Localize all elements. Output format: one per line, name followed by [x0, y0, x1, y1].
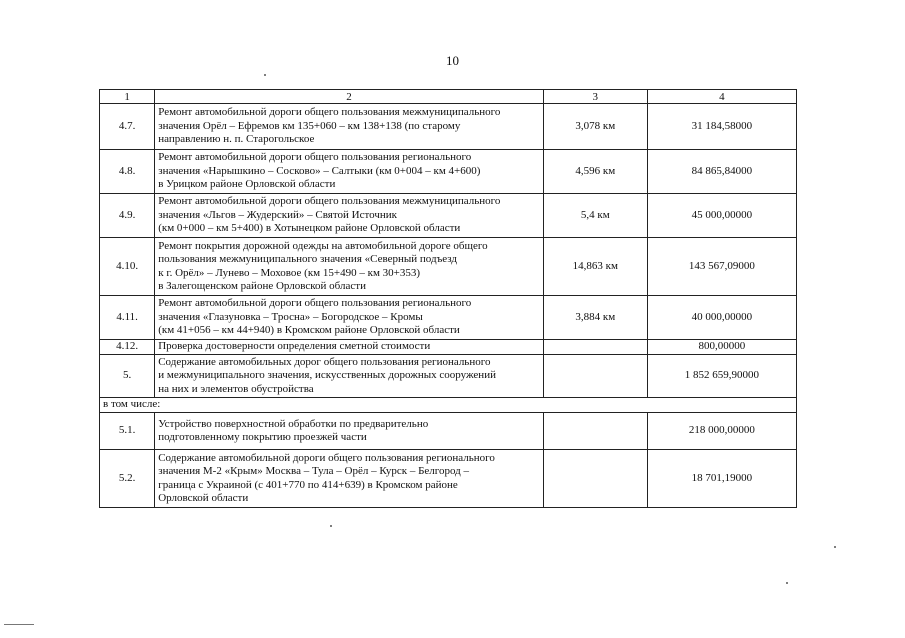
description-line: на них и элементов обустройства [158, 382, 314, 395]
description-line: Устройство поверхностной обработки по предварительно [158, 417, 429, 430]
description-line: Ремонт покрытия дорожной одежды на автомобильной дороге общего [158, 239, 488, 252]
cell-item-number: 5. [100, 355, 155, 398]
cell-amount: 800,00000 [647, 340, 796, 355]
cell-length: 5,4 км [543, 194, 647, 238]
cell-item-description [155, 194, 544, 238]
cell-item-description [155, 340, 544, 355]
cell-amount: 40 000,00000 [647, 296, 796, 340]
cell-item-number: 4.8. [100, 150, 155, 194]
cell-item-description [155, 104, 544, 150]
description-line: (км 41+056 – км 44+940) в Кромском районе Орловской области [158, 324, 460, 337]
header-col-2: 2 [155, 90, 544, 104]
cell-amount: 218 000,00000 [647, 413, 796, 450]
table-row [100, 450, 797, 508]
cell-amount: 18 701,19000 [647, 450, 796, 508]
description-line: в Урицком районе Орловской области [158, 178, 336, 191]
table-row [100, 355, 797, 398]
scan-speck [264, 74, 266, 76]
table-row [100, 104, 797, 150]
cell-item-number: 4.9. [100, 194, 155, 238]
cell-item-number: 5.1. [100, 413, 155, 450]
cell-amount: 143 567,09000 [647, 238, 796, 296]
cell-item-description [155, 238, 544, 296]
scan-speck [330, 525, 332, 527]
table-row [100, 296, 797, 340]
table-body [100, 104, 797, 508]
cell-length [543, 450, 647, 508]
page-number: 10 [446, 53, 459, 68]
table-row [100, 398, 797, 413]
scan-speck [834, 546, 836, 548]
scan-mark [4, 624, 34, 625]
description-line: (км 0+000 – км 5+400) в Хотынецком районе Орловской области [158, 222, 461, 235]
description-line: Ремонт автомобильной дороги общего пользования межмуниципального [158, 106, 501, 119]
description-line: Ремонт автомобильной дороги общего пользования регионального [158, 297, 472, 310]
cell-length [543, 355, 647, 398]
cell-amount: 31 184,58000 [647, 104, 796, 150]
table-row [100, 413, 797, 450]
description-line: значения «Нарышкино – Сосково» – Салтыки (км 0+004 – км 4+600) [158, 164, 481, 177]
description-line: к г. Орёл» – Лунево – Моховое (км 15+490 – км 30+353) [158, 266, 421, 279]
description-line: в Залегощенском районе Орловской области [158, 280, 366, 292]
description-line: Содержание автомобильной дороги общего пользования регионального [158, 451, 495, 464]
table-row [100, 238, 797, 296]
description-line: граница с Украиной (с 401+770 по 414+639) в Кромском районе [158, 478, 458, 491]
description-line: значения Орёл – Ефремов км 135+060 – км 138+138 (по старому [158, 119, 461, 132]
description-line: подготовленному покрытию проезжей части [158, 431, 367, 443]
cell-item-description [155, 296, 544, 340]
description-line: значения «Глазуновка – Тросна» – Богородское – Кромы [158, 310, 423, 323]
cell-item-description [155, 355, 544, 398]
header-col-4: 4 [647, 90, 796, 104]
budget-table [99, 89, 797, 508]
description-line: и межмуниципального значения, искусственных дорожных сооружений [158, 369, 496, 382]
description-line: Проверка достоверности определения сметной стоимости [158, 340, 431, 353]
description-line: Орловской области [158, 492, 249, 504]
description-line: направлению н. п. Старогольское [158, 133, 315, 146]
cell-item-number: 4.7. [100, 104, 155, 150]
description-line: Содержание автомобильных дорог общего пользования регионального [158, 355, 491, 368]
cell-amount: 1 852 659,90000 [647, 355, 796, 398]
description-line: значения «Льгов – Жудерский» – Святой Источник [158, 208, 398, 221]
cell-item-number: 4.12. [100, 340, 155, 355]
description-line: пользования межмуниципального значения «Северный подъезд [158, 253, 458, 265]
table-header-row [100, 90, 797, 104]
cell-item-number: 4.10. [100, 238, 155, 296]
table-row [100, 340, 797, 355]
cell-item-number: 5.2. [100, 450, 155, 508]
section-subheading: в том числе: [100, 398, 797, 413]
cell-item-description [155, 413, 544, 450]
table-row [100, 150, 797, 194]
cell-item-description [155, 150, 544, 194]
cell-item-number: 4.11. [100, 296, 155, 340]
cell-length: 14,863 км [543, 238, 647, 296]
cell-amount: 45 000,00000 [647, 194, 796, 238]
cell-amount: 84 865,84000 [647, 150, 796, 194]
description-line: значения М-2 «Крым» Москва – Тула – Орёл – Курск – Белгород – [158, 465, 470, 477]
cell-length: 3,078 км [543, 104, 647, 150]
cell-length [543, 413, 647, 450]
cell-length: 4,596 км [543, 150, 647, 194]
table-row [100, 194, 797, 238]
header-col-3: 3 [543, 90, 647, 104]
description-line: Ремонт автомобильной дороги общего пользования регионального [158, 151, 472, 164]
header-col-1: 1 [100, 90, 155, 104]
description-line: Ремонт автомобильной дороги общего пользования межмуниципального [158, 195, 501, 208]
scan-speck [786, 582, 788, 584]
cell-length [543, 340, 647, 355]
cell-item-description [155, 450, 544, 508]
cell-length: 3,884 км [543, 296, 647, 340]
